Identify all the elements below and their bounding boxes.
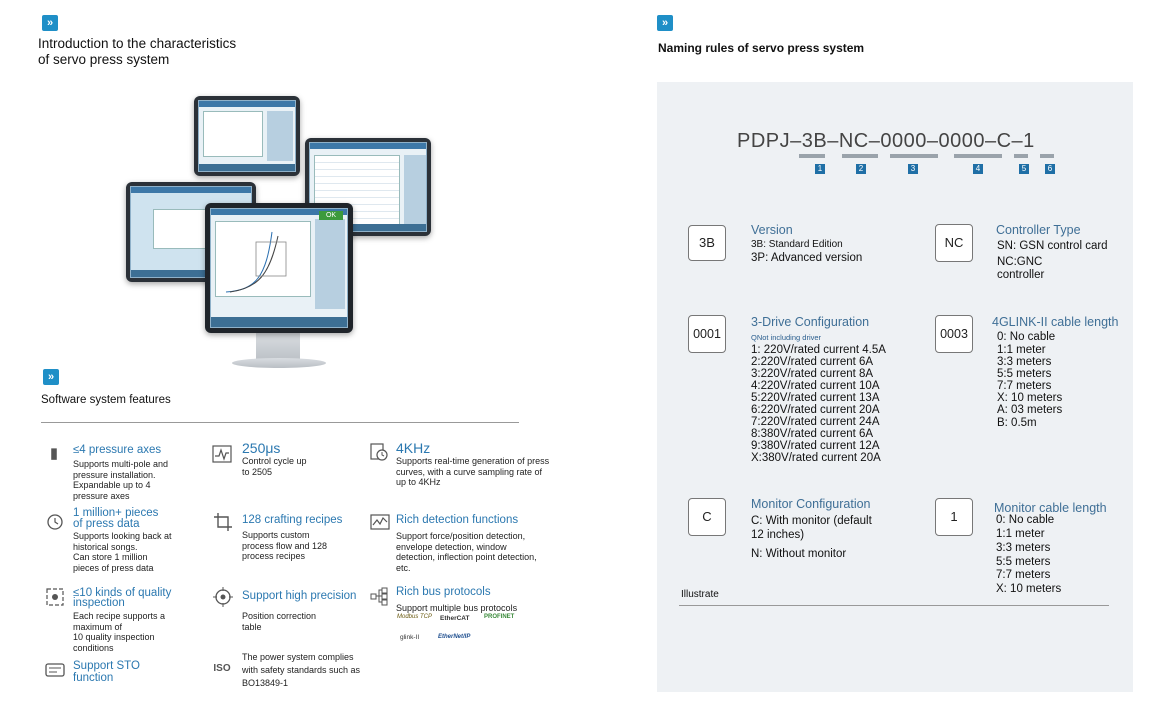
drive-line: 8:380V/rated current 6A <box>751 428 874 440</box>
feature-title: 4KHz <box>396 440 431 456</box>
version-code-box: 3B <box>688 225 726 261</box>
force-curve-graphic <box>216 222 312 298</box>
monitor-line: 12 inches) <box>751 529 805 541</box>
cable-line: 5:5 meters <box>997 368 1052 380</box>
feature-desc: Supports real-time generation of press curves, with a curve sampling rate of up to 4KHz <box>396 456 550 488</box>
cable-line: 7:7 meters <box>997 380 1052 392</box>
monitor-cable-line: 1:1 meter <box>996 528 1045 540</box>
profinet-logo: PROFINET <box>484 614 515 620</box>
monitor-cable-line: 3:3 meters <box>996 542 1051 554</box>
naming-panel <box>657 82 1133 692</box>
code-underline <box>799 154 825 158</box>
feature-title: 1 million+ pieces of press data <box>73 507 159 530</box>
intro-heading: Introduction to the characteristics of servo press system <box>38 36 237 67</box>
index-badge: 4 <box>973 164 983 174</box>
modbus-logo: Modbus TCP <box>397 614 433 620</box>
controller-line: SN: GSN control card <box>997 240 1108 252</box>
feature-desc: Position correction table <box>242 611 317 632</box>
code-underline <box>842 154 878 158</box>
version-title: Version <box>751 223 793 237</box>
history-icon <box>45 512 65 532</box>
feature-title: ≤4 pressure axes <box>73 444 162 456</box>
monitor-cable-line: X: 10 meters <box>996 583 1062 595</box>
ethercat-logo: EtherCAT <box>440 615 470 622</box>
controller-line: controller <box>997 269 1045 281</box>
monitor-cable-line: 5:5 meters <box>996 556 1051 568</box>
drive-line: 9:380V/rated current 12A <box>751 440 880 452</box>
clock-doc-icon <box>369 442 389 462</box>
feature-desc: Supports looking back at historical songs. Can store 1 million pieces of press data <box>73 531 172 573</box>
version-line: 3B: Standard Edition <box>751 239 843 250</box>
feature-title: ≤10 kinds of quality inspection <box>73 587 172 609</box>
cable-line: A: 03 meters <box>997 404 1063 416</box>
monitor-base <box>232 358 326 368</box>
detection-icon <box>370 512 390 532</box>
controller-title: Controller Type <box>996 223 1081 237</box>
control-cycle-icon <box>212 444 232 464</box>
quality-icon <box>45 587 65 607</box>
drive-line: 6:220V/rated current 20A <box>751 404 880 416</box>
code-underline <box>1040 154 1054 158</box>
index-badge: 2 <box>856 164 866 174</box>
feature-desc: Support force/position detection, envelope detection, window detection, inflection point detection, etc. <box>396 531 537 573</box>
feature-title: 128 crafting recipes <box>242 514 343 526</box>
code-underline <box>1014 154 1028 158</box>
monitor-code-box: C <box>688 498 726 536</box>
code-underline <box>954 154 1002 158</box>
screen-ok-indicator: OK <box>319 211 343 220</box>
pressure-axes-icon: ▮ <box>49 445 59 462</box>
section-marker-icon: » <box>43 369 59 385</box>
drive-line: 4:220V/rated current 10A <box>751 380 880 392</box>
feature-title: 250μs <box>242 440 281 456</box>
cable-line: X: 10 meters <box>997 392 1063 404</box>
feature-desc: Supports custom process flow and 128 process recipes <box>242 530 328 562</box>
drive-line: 5:220V/rated current 13A <box>751 392 880 404</box>
monitor-title: Monitor Configuration <box>751 497 871 511</box>
feature-desc: Support multiple bus protocols <box>396 603 518 613</box>
feature-desc: Control cycle up to 2505 <box>242 456 307 477</box>
controller-line: NC:GNC <box>997 256 1043 268</box>
monitor-line: N: Without monitor <box>751 548 847 560</box>
feature-title: Rich bus protocols <box>396 586 491 598</box>
index-badge: 6 <box>1045 164 1055 174</box>
feature-desc: Supports multi-pole and pressure installation. Expandable up to 4 pressure axes <box>73 459 169 501</box>
controller-code-box: NC <box>935 224 973 262</box>
index-badge: 5 <box>1019 164 1029 174</box>
feature-desc: Each recipe supports a maximum of 10 quality inspection conditions <box>73 611 166 653</box>
index-badge: 3 <box>908 164 918 174</box>
monitor-cable-code-box: 1 <box>935 498 973 536</box>
monitor-line: C: With monitor (default <box>751 515 872 527</box>
monitor-cable-title: Monitor cable length <box>994 501 1107 515</box>
cable-line: 1:1 meter <box>997 344 1046 356</box>
monitor-screen-back-left <box>194 96 300 176</box>
drive-line: 1: 220V/rated current 4.5A <box>751 344 886 356</box>
model-code: PDPJ–3B–NC–0000–0000–C–1 <box>737 130 1035 152</box>
feature-title: Rich detection functions <box>396 514 519 526</box>
illustrate-divider <box>679 605 1109 606</box>
drive-line: 3:220V/rated current 8A <box>751 368 874 380</box>
monitor-screen-main <box>205 203 353 333</box>
drive-line: 7:220V/rated current 24A <box>751 416 880 428</box>
feature-desc: The power system complies with safety standards such as BO13849-1 <box>242 652 361 688</box>
drive-line: 2:220V/rated current 6A <box>751 356 874 368</box>
ethernet-ip-logo: EtherNet/IP <box>438 634 471 640</box>
cable-line: 3:3 meters <box>997 356 1052 368</box>
features-divider <box>41 422 519 423</box>
naming-heading: Naming rules of servo press system <box>658 41 865 55</box>
drive-title: 3-Drive Configuration <box>751 315 870 329</box>
drive-code-box: 0001 <box>688 315 726 353</box>
crop-icon <box>213 512 233 532</box>
iso-icon: ISO <box>213 663 231 674</box>
bus-icon <box>370 587 390 607</box>
index-badge: 1 <box>815 164 825 174</box>
drive-note: QNot including driver <box>751 333 822 342</box>
target-icon <box>213 587 233 607</box>
monitor-cable-line: 0: No cable <box>996 514 1055 526</box>
drive-line: X:380V/rated current 20A <box>751 452 881 464</box>
section-marker-icon: » <box>42 15 58 31</box>
monitor-cable-line: 7:7 meters <box>996 569 1051 581</box>
illustrate-label: Illustrate <box>681 589 719 600</box>
sto-icon <box>45 660 65 680</box>
feature-title: Support STO function <box>73 660 140 684</box>
version-line: 3P: Advanced version <box>751 252 863 264</box>
section-marker-icon: » <box>657 15 673 31</box>
cable-code-box: 0003 <box>935 315 973 353</box>
code-underline <box>890 154 938 158</box>
cable-line: B: 0.5m <box>997 417 1037 429</box>
feature-title: Support high precision <box>242 590 357 602</box>
cable-line: 0: No cable <box>997 331 1056 343</box>
glink-logo: glink-II <box>400 634 420 641</box>
cable-title: 4GLINK-II cable length <box>992 315 1119 329</box>
features-heading: Software system features <box>41 394 171 406</box>
